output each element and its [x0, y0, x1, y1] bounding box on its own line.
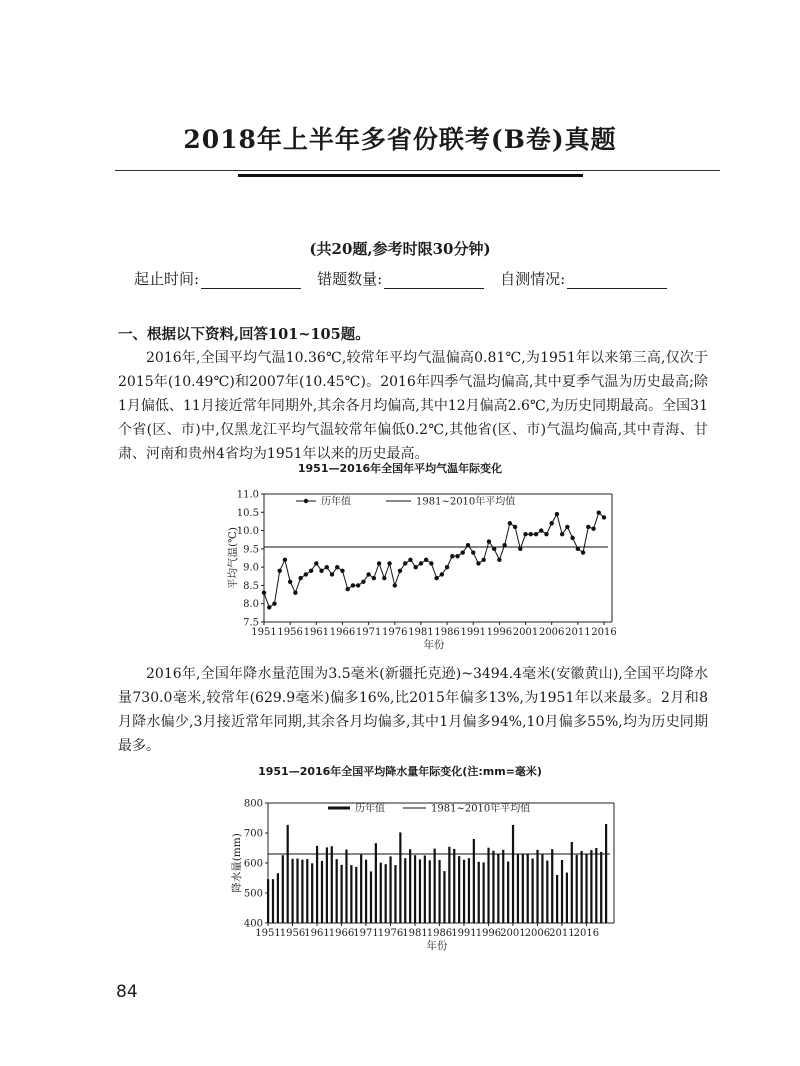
exam-subtitle: (共20题,参考时限30分钟): [309, 240, 491, 258]
x-tick-label: 1991: [460, 627, 486, 638]
exam-meta-row: [134, 268, 714, 289]
data-point: [560, 532, 564, 536]
data-bar: [345, 850, 347, 924]
data-bar: [331, 846, 333, 923]
x-tick-label: 2016: [591, 627, 617, 638]
data-bar: [311, 863, 313, 923]
data-point: [476, 561, 480, 565]
series-line: [264, 513, 604, 608]
x-tick-label: 1991: [451, 928, 477, 939]
data-bar: [541, 855, 543, 923]
data-bar: [434, 849, 436, 923]
start-end-time-label: 起止时间:: [134, 270, 200, 288]
legend-baseline-label: 1981~2010年平均值: [416, 496, 516, 508]
data-bar: [336, 859, 338, 923]
data-point: [309, 569, 313, 573]
data-point: [481, 558, 485, 562]
data-bar: [532, 859, 534, 924]
data-bar: [419, 859, 421, 923]
y-axis-label: 平均气温(℃): [227, 527, 239, 589]
self-check-label: 自测情况:: [500, 270, 566, 288]
data-bar: [267, 879, 269, 923]
x-tick-label: 1951: [251, 627, 277, 638]
data-point: [450, 554, 454, 558]
data-point: [497, 558, 501, 562]
data-point: [387, 561, 391, 565]
x-tick-label: 2011: [565, 627, 591, 638]
data-bar: [316, 846, 318, 923]
data-bar: [561, 860, 563, 923]
title-divider-thick: [238, 174, 583, 177]
error-count-blank: [384, 272, 484, 289]
data-bar: [389, 856, 391, 923]
data-point: [429, 561, 433, 565]
x-tick-label: 1976: [377, 928, 404, 939]
data-bar: [512, 825, 514, 923]
data-point: [293, 591, 297, 595]
x-tick-label: 1971: [353, 928, 379, 939]
data-point: [523, 532, 527, 536]
y-tick-label: 600: [243, 858, 263, 870]
data-bar: [443, 871, 445, 923]
data-bar: [600, 852, 602, 923]
data-point: [544, 532, 548, 536]
data-bar: [502, 850, 504, 923]
data-point: [602, 515, 606, 519]
y-tick-label: 9.0: [243, 562, 259, 574]
data-bar: [473, 839, 475, 923]
y-tick-label: 10.5: [236, 507, 259, 519]
data-bar: [448, 847, 450, 923]
data-point: [361, 580, 365, 584]
data-point: [403, 561, 407, 565]
data-point: [356, 583, 360, 587]
x-tick-label: 2006: [524, 928, 551, 939]
x-tick-label: 1961: [303, 627, 330, 638]
data-bar: [380, 863, 382, 923]
data-bar: [458, 856, 460, 923]
data-bar: [595, 848, 597, 923]
data-bar: [350, 865, 352, 923]
data-bar: [551, 849, 553, 923]
x-tick-label: 1956: [279, 928, 306, 939]
data-point: [377, 561, 381, 565]
data-bar: [492, 851, 494, 923]
data-point: [434, 576, 438, 580]
data-bar: [517, 854, 519, 923]
data-bar: [546, 861, 548, 923]
x-tick-label: 1966: [329, 627, 356, 638]
data-bar: [483, 862, 485, 923]
data-bar: [365, 860, 367, 923]
data-point: [304, 572, 308, 576]
data-point: [267, 605, 271, 609]
data-point: [534, 532, 538, 536]
data-bar: [566, 873, 568, 923]
data-point: [487, 539, 491, 543]
data-point: [345, 587, 349, 591]
start-end-time-field: [134, 268, 301, 289]
data-bar: [522, 854, 524, 923]
data-bar: [326, 847, 328, 923]
precipitation-chart-title: 1951—2016年全国平均降水量年际变化(注:mm=毫米): [258, 765, 542, 778]
y-tick-label: 8.5: [243, 580, 259, 592]
data-point: [335, 565, 339, 569]
data-point: [502, 543, 506, 547]
x-axis-label: 年份: [426, 940, 448, 952]
data-bar: [429, 860, 431, 923]
page-title: 2018年上半年多省份联考(B卷)真题: [183, 125, 617, 154]
data-point: [466, 543, 470, 547]
data-bar: [282, 855, 284, 923]
data-bar: [585, 854, 587, 923]
y-tick-label: 400: [243, 918, 263, 930]
data-point: [277, 569, 281, 573]
data-bar: [507, 862, 509, 924]
data-point: [340, 569, 344, 573]
data-point: [591, 527, 595, 531]
data-point: [372, 576, 376, 580]
data-bar: [576, 855, 578, 923]
data-bar: [453, 849, 455, 923]
temperature-chart-title: 1951—2016年全国年平均气温年际变化: [297, 462, 503, 475]
x-tick-label: 1971: [355, 627, 382, 638]
data-point: [272, 602, 276, 606]
x-tick-label: 1951: [255, 928, 281, 939]
data-bar: [394, 865, 396, 923]
data-bar: [497, 854, 499, 923]
temperature-line-chart: [0, 482, 800, 662]
data-bar: [291, 859, 293, 923]
data-point: [319, 569, 323, 573]
data-point: [283, 558, 287, 562]
data-point: [398, 569, 402, 573]
data-point: [445, 565, 449, 569]
self-check-blank: [567, 272, 667, 289]
data-point: [492, 547, 496, 551]
data-point: [565, 525, 569, 529]
data-point: [555, 512, 559, 516]
data-point: [576, 547, 580, 551]
y-tick-label: 10.0: [236, 526, 259, 538]
data-bar: [296, 859, 298, 924]
data-bar: [571, 842, 573, 923]
x-tick-label: 1981: [402, 928, 428, 939]
data-bar: [370, 871, 372, 923]
data-bar: [487, 848, 489, 923]
data-bar: [556, 875, 558, 923]
data-bar: [306, 859, 308, 923]
data-point: [581, 550, 585, 554]
x-tick-label: 2001: [500, 928, 526, 939]
data-bar: [385, 864, 387, 923]
data-bar: [468, 858, 470, 923]
legend-series-marker: [304, 499, 308, 503]
data-bar: [287, 825, 289, 923]
error-count-field: [317, 268, 484, 289]
data-point: [330, 572, 334, 576]
data-point: [393, 583, 397, 587]
y-tick-label: 11.0: [236, 489, 259, 501]
data-point: [597, 510, 601, 514]
x-tick-label: 2011: [549, 928, 575, 939]
data-point: [413, 565, 417, 569]
x-axis-label: 年份: [423, 639, 445, 651]
data-point: [529, 532, 533, 536]
x-tick-label: 1956: [277, 627, 303, 638]
data-point: [586, 525, 590, 529]
data-point: [366, 572, 370, 576]
data-point: [570, 536, 574, 540]
data-point: [382, 576, 386, 580]
x-tick-label: 1996: [486, 627, 513, 638]
data-bar: [360, 855, 362, 923]
x-tick-label: 2016: [573, 928, 600, 939]
data-bar: [527, 854, 529, 923]
data-point: [549, 521, 553, 525]
paragraph-temperature: 2016年,全国平均气温10.36℃,较常年平均气温偏高0.81℃,为1951年以来第三高,仅次于2015年(10.49℃)和2007年(10.45℃)。2016年四季气温均偏高,其中夏季气温为历史最高;除1月偏低、11月接近常年同期外,其余各月均偏高,其中12月偏高2.6℃,为历史同期最高。全国31个省(区、市)中,仅黑龙江平均气温较常年偏低0.2℃,其他省(区、市)气温均偏高,其中青海、甘肃、河南和贵州4省均为1951年以来的历史最高。: [118, 350, 708, 462]
data-point: [262, 591, 266, 595]
data-point: [424, 558, 428, 562]
x-tick-label: 1986: [434, 627, 460, 638]
x-tick-label: 2001: [512, 627, 539, 638]
x-tick-label: 1966: [328, 928, 355, 939]
data-bar: [414, 855, 416, 923]
data-point: [408, 558, 412, 562]
data-point: [419, 561, 423, 565]
paragraph-precipitation: 2016年,全国年降水量范围为3.5毫米(新疆托克逊)~3494.4毫米(安徽黄山),全国平均降水量730.0毫米,较常年(629.9毫米)偏多16%,比2015年偏多13%,为1951年以来最多。2月和8月降水偏少,3月接近常年同期,其余各月均偏多,其中1月偏多94%,10月偏多55%,均为历史同期最多。: [118, 666, 708, 754]
title-divider-thin: [115, 170, 720, 171]
error-count-label: 错题数量:: [317, 270, 383, 288]
legend-series-label: 历年值: [321, 496, 351, 508]
legend-series-label: 历年值: [355, 803, 385, 815]
x-tick-label: 1981: [408, 627, 434, 638]
data-point: [325, 565, 329, 569]
x-tick-label: 1961: [304, 928, 330, 939]
data-bar: [605, 824, 607, 923]
x-tick-label: 2006: [538, 627, 565, 638]
y-tick-label: 700: [243, 828, 263, 840]
data-bar: [340, 865, 342, 923]
data-bar: [399, 832, 401, 923]
y-tick-label: 9.5: [243, 544, 259, 556]
data-point: [298, 576, 302, 580]
self-check-field: [500, 268, 667, 289]
data-bar: [478, 862, 480, 923]
data-point: [440, 572, 444, 576]
data-bar: [590, 850, 592, 923]
start-end-time-blank: [201, 272, 301, 289]
data-bar: [463, 860, 465, 923]
precipitation-bar-chart: [0, 785, 800, 965]
y-tick-label: 500: [243, 888, 263, 900]
data-point: [471, 550, 475, 554]
data-point: [455, 554, 459, 558]
y-tick-label: 7.5: [243, 617, 259, 629]
data-bar: [375, 843, 377, 923]
data-bar: [409, 849, 411, 923]
data-bar: [536, 850, 538, 923]
y-axis-label: 降水量(mm): [231, 833, 243, 893]
x-tick-label: 1996: [475, 928, 502, 939]
y-tick-label: 800: [243, 798, 263, 810]
data-bar: [277, 873, 279, 923]
x-tick-label: 1976: [382, 627, 408, 638]
data-point: [518, 547, 522, 551]
data-point: [351, 583, 355, 587]
x-tick-label: 1986: [426, 928, 453, 939]
data-point: [461, 550, 465, 554]
page-number: 84: [116, 982, 138, 1002]
data-point: [539, 528, 543, 532]
data-bar: [321, 861, 323, 923]
section-heading: 一、根据以下资料,回答101~105题。: [118, 326, 370, 343]
data-point: [288, 580, 292, 584]
y-tick-label: 8.0: [243, 599, 259, 611]
data-bar: [404, 858, 406, 923]
data-bar: [581, 851, 583, 923]
data-point: [314, 561, 318, 565]
data-point: [513, 525, 517, 529]
data-point: [508, 521, 512, 525]
data-bar: [355, 867, 357, 923]
data-bar: [301, 860, 303, 923]
data-bar: [272, 879, 274, 923]
legend-baseline-label: 1981~2010年平均值: [431, 803, 531, 815]
data-bar: [438, 860, 440, 923]
data-bar: [424, 856, 426, 924]
